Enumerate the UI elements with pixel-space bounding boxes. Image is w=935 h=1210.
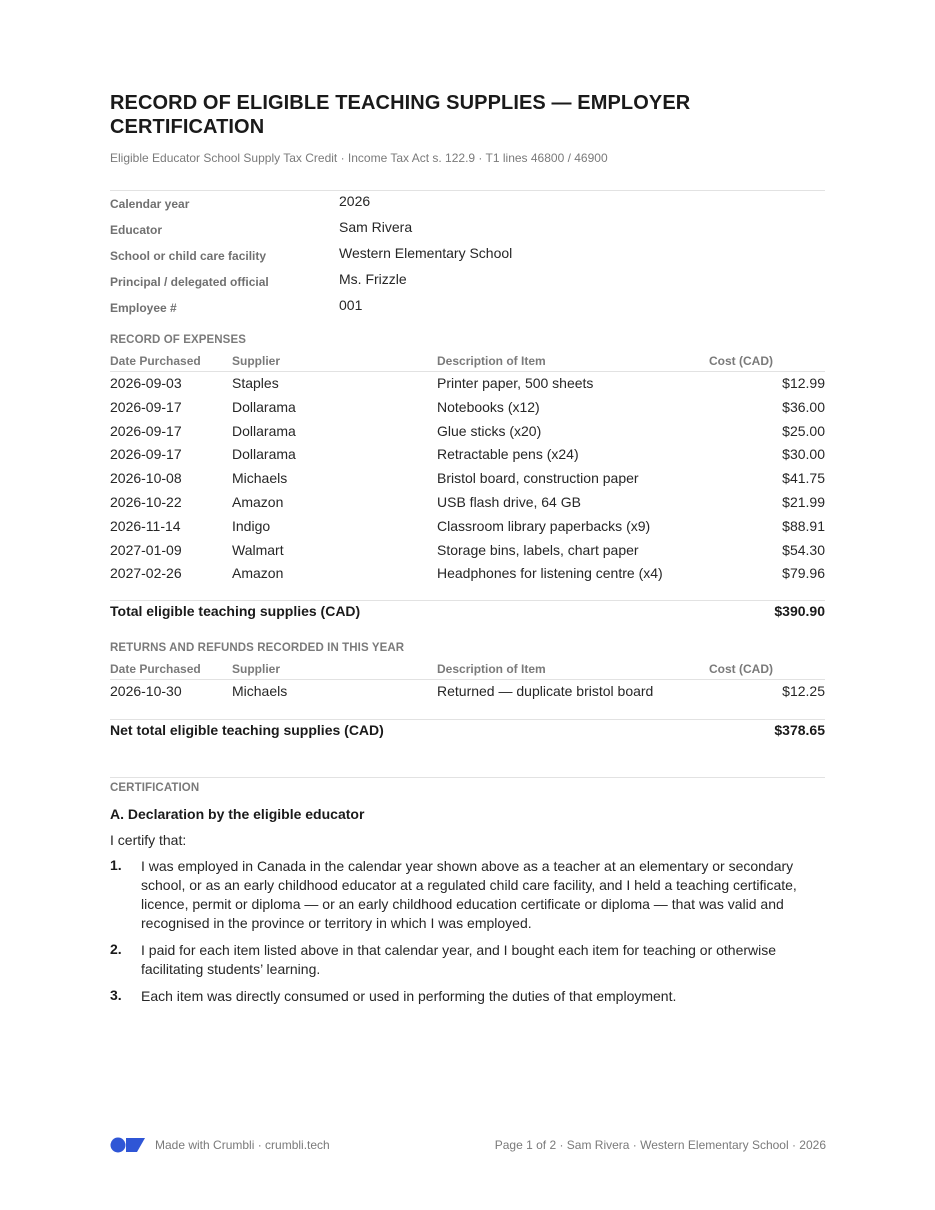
cell-cost: $79.96	[782, 565, 825, 582]
table-row	[110, 467, 825, 491]
meta-value: Ms. Frizzle	[339, 271, 407, 287]
document-subtitle: Eligible Educator School Supply Tax Credit · Income Tax Act s. 122.9 · T1 lines 46800 / 46900	[110, 151, 608, 165]
cell-description: Printer paper, 500 sheets	[437, 375, 594, 391]
returns-table-header	[110, 661, 825, 680]
cell-date: 2026-10-08	[110, 470, 182, 487]
meta-label: Calendar year	[110, 197, 190, 211]
meta-label: Employee #	[110, 301, 177, 315]
cell-supplier: Amazon	[232, 565, 284, 582]
crumbli-logo-icon	[110, 1137, 146, 1153]
cell-description: USB flash drive, 64 GB	[437, 493, 581, 510]
page-footer	[110, 1136, 826, 1154]
table-row	[110, 396, 825, 420]
meta-value: 001	[339, 297, 363, 313]
list-item-number: 2.	[110, 941, 122, 957]
cell-description: Notebooks (x12)	[437, 398, 540, 415]
cell-supplier: Indigo	[232, 517, 271, 534]
expenses-table-body	[110, 372, 825, 586]
cell-supplier: Michaels	[232, 470, 288, 487]
cell-cost: $88.91	[782, 517, 825, 534]
cell-supplier: Walmart	[232, 541, 284, 558]
table-row	[110, 443, 825, 467]
column-header-date: Date Purchased	[110, 662, 201, 676]
meta-row-school	[110, 243, 825, 269]
table-row	[110, 539, 825, 563]
cell-cost: $36.00	[782, 398, 825, 415]
cell-cost: $30.00	[782, 446, 825, 463]
table-row	[110, 680, 825, 704]
cell-description: Retractable pens (x24)	[437, 446, 579, 463]
cell-cost: $41.75	[782, 470, 825, 487]
meta-label: Principal / delegated official	[110, 275, 269, 289]
meta-row-educator	[110, 217, 825, 243]
table-row	[110, 515, 825, 539]
table-row	[110, 420, 825, 444]
cell-supplier: Staples	[232, 375, 279, 391]
meta-row-calendar-year	[110, 191, 825, 217]
table-row	[110, 491, 825, 515]
meta-value: Sam Rivera	[339, 219, 413, 235]
cell-supplier: Dollarama	[232, 422, 296, 439]
cell-cost: $12.25	[782, 683, 825, 699]
column-header-description: Description of Item	[437, 354, 546, 368]
cell-date: 2026-09-17	[110, 446, 182, 463]
footer-page-info: Page 1 of 2 · Sam Rivera · Western Elementary School · 2026	[494, 1138, 826, 1152]
cell-date: 2026-11-14	[110, 517, 181, 534]
expenses-section-label: RECORD OF EXPENSES	[110, 334, 246, 346]
column-header-supplier: Supplier	[232, 662, 281, 676]
returns-table-body	[110, 680, 825, 704]
certification-divider	[110, 777, 825, 778]
meta-value: Western Elementary School	[339, 245, 513, 261]
column-header-description: Description of Item	[437, 662, 546, 676]
meta-row-principal	[110, 269, 825, 295]
footer-branding: Made with Crumbli · crumbli.tech	[155, 1138, 330, 1152]
cell-description: Storage bins, labels, chart paper	[437, 541, 639, 558]
total-label: Total eligible teaching supplies (CAD)	[110, 603, 361, 619]
list-item-number: 1.	[110, 857, 122, 873]
document-title: RECORD OF ELIGIBLE TEACHING SUPPLIES — EMPLOYER CERTIFICATION	[110, 92, 691, 138]
cell-date: 2027-01-09	[110, 541, 182, 558]
list-item-text: Each item was directly consumed or used in performing the duties of that employment.	[141, 988, 677, 1004]
cell-description: Classroom library paperbacks (x9)	[437, 517, 651, 534]
table-row	[110, 562, 825, 586]
cell-date: 2026-09-17	[110, 422, 182, 439]
net-total-row	[110, 719, 825, 740]
list-item-text: I was employed in Canada in the calendar year shown above as a teacher at an elementary or secondary school, or as an early childhood educator at a regulated child care facility, and I held a teaching certificate, licence, permit or diploma — or an early childhood education certificate or diploma — that was valid and recognised in the province or territory in which I was employed.	[141, 858, 797, 931]
column-header-supplier: Supplier	[232, 354, 281, 368]
cell-description: Returned — duplicate bristol board	[437, 683, 654, 699]
cell-supplier: Amazon	[232, 493, 284, 510]
expenses-total-row	[110, 600, 825, 621]
net-total-label: Net total eligible teaching supplies (CAD)	[110, 722, 384, 738]
cell-date: 2027-02-26	[110, 565, 182, 582]
cell-date: 2026-10-22	[110, 493, 182, 510]
certification-section-label: CERTIFICATION	[110, 782, 200, 794]
cell-cost: $12.99	[782, 375, 825, 391]
meta-value: 2026	[339, 193, 371, 209]
total-value: $390.90	[774, 603, 825, 619]
expenses-table-header	[110, 353, 825, 372]
meta-label: School or child care facility	[110, 249, 267, 263]
list-item	[110, 857, 825, 933]
cell-supplier: Dollarama	[232, 398, 296, 415]
cell-cost: $54.30	[782, 541, 825, 558]
meta-label: Educator	[110, 223, 163, 237]
cell-date: 2026-09-03	[110, 375, 182, 391]
cell-description: Headphones for listening centre (x4)	[437, 565, 663, 582]
column-header-date: Date Purchased	[110, 354, 201, 368]
table-row	[110, 372, 825, 396]
meta-row-employee-number	[110, 295, 825, 321]
list-item-number: 3.	[110, 987, 122, 1003]
certification-intro: I certify that:	[110, 832, 187, 848]
certification-list	[110, 857, 825, 1014]
cell-cost: $21.99	[782, 493, 825, 510]
cell-supplier: Michaels	[232, 683, 288, 699]
net-total-value: $378.65	[774, 722, 825, 738]
cell-date: 2026-09-17	[110, 398, 182, 415]
returns-section-label: RETURNS AND REFUNDS RECORDED IN THIS YEAR	[110, 642, 405, 654]
cell-cost: $25.00	[782, 422, 825, 439]
certification-heading: A. Declaration by the eligible educator	[110, 806, 365, 822]
column-header-cost: Cost (CAD)	[709, 662, 773, 676]
column-header-cost: Cost (CAD)	[709, 354, 773, 368]
cell-description: Bristol board, construction paper	[437, 470, 639, 487]
cell-date: 2026-10-30	[110, 683, 182, 699]
cell-description: Glue sticks (x20)	[437, 422, 542, 439]
list-item-text: I paid for each item listed above in that calendar year, and I bought each item for teaching or otherwise facilitating students’ learning.	[141, 942, 777, 977]
cell-supplier: Dollarama	[232, 446, 296, 463]
list-item	[110, 941, 825, 979]
list-item	[110, 987, 825, 1006]
meta-table	[110, 190, 825, 321]
